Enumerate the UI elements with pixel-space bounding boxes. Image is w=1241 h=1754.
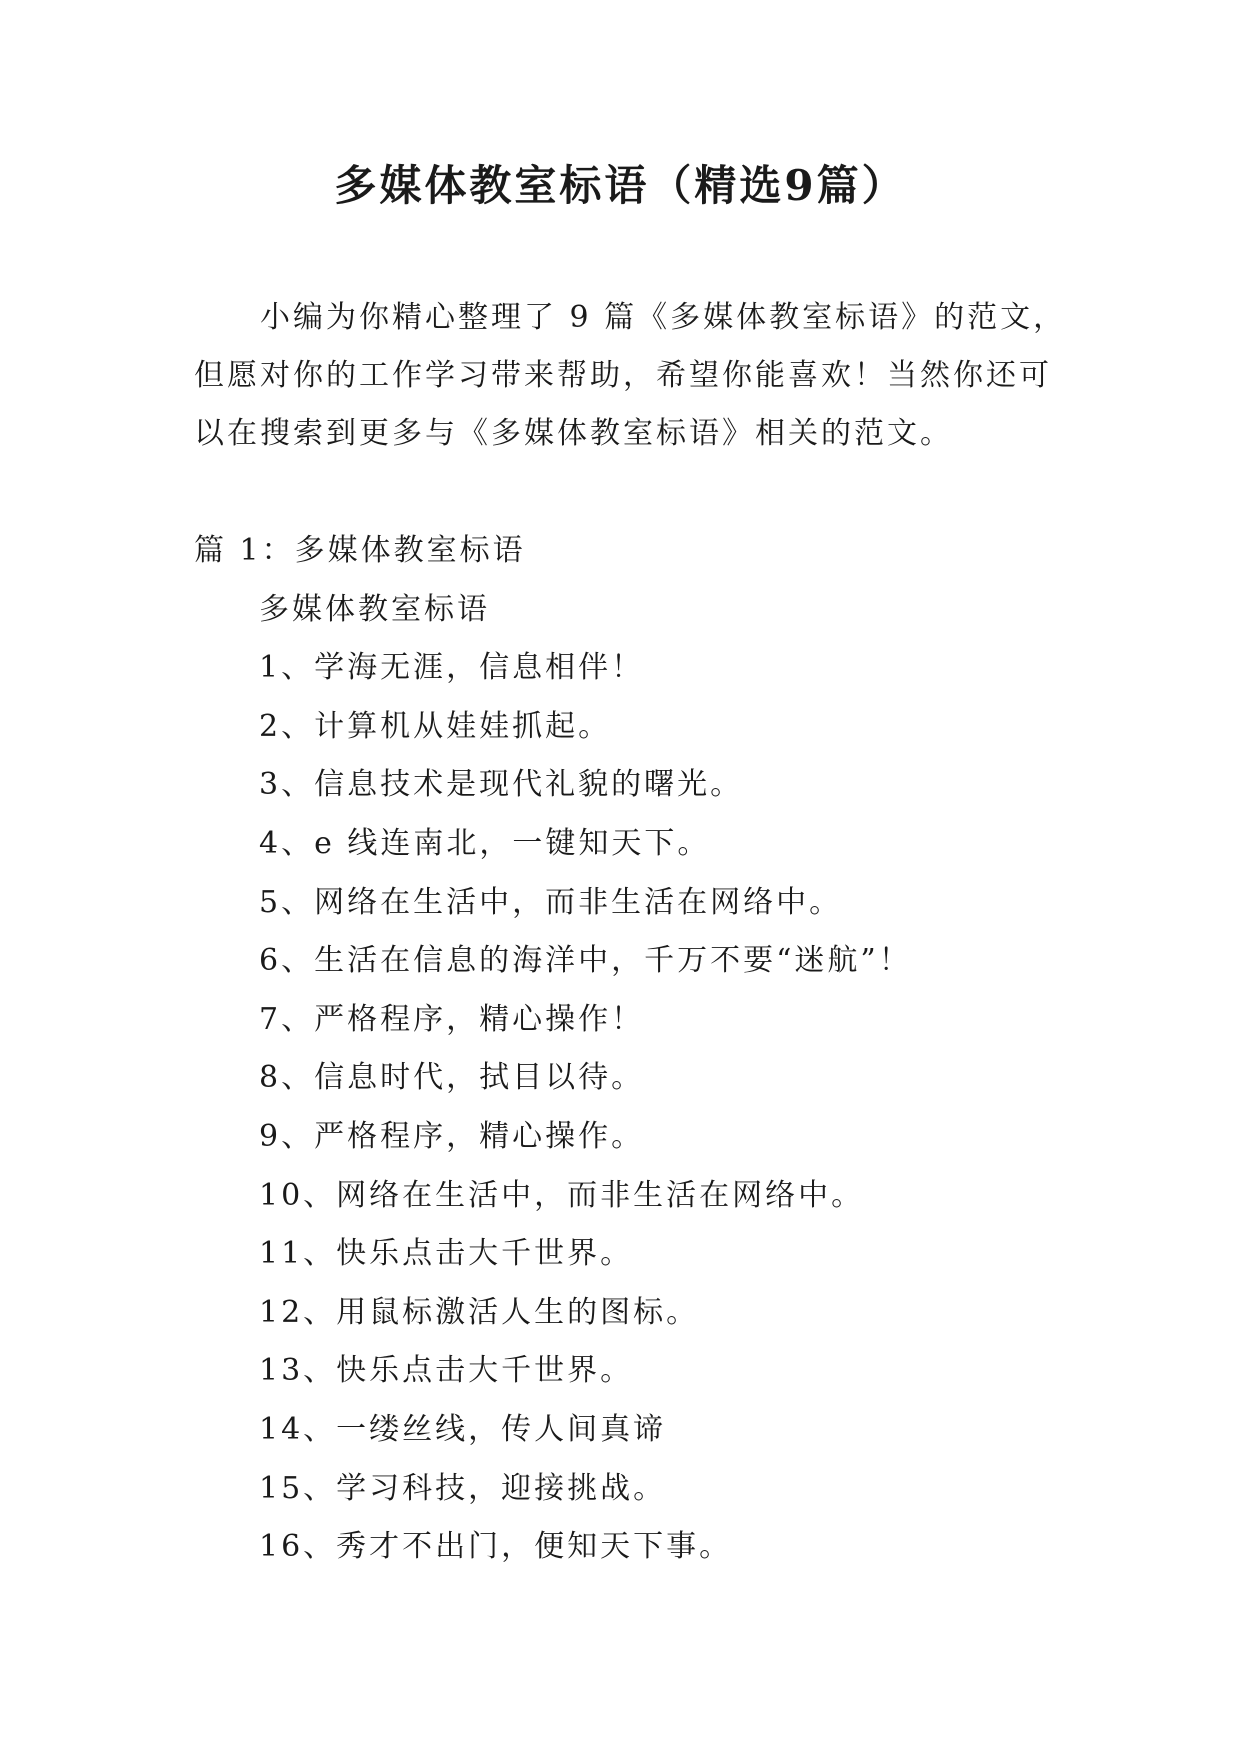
slogan-item: 4、e 线连南北，一键知天下。 [259, 825, 711, 861]
slogan-item: 8、信息时代，拭目以待。 [259, 1060, 645, 1096]
intro-paragraph [194, 289, 1094, 463]
intro-line: 小编为你精心整理了 9 篇《多媒体教室标语》的范文， [260, 300, 1067, 335]
slogan-item: 13、快乐点击大千世界。 [259, 1353, 634, 1389]
slogan-item: 10、网络在生活中，而非生活在网络中。 [259, 1177, 865, 1213]
section-subtitle: 多媒体教室标语 [259, 591, 490, 627]
intro-line: 以在搜索到更多与《多媒体教室标语》相关的范文。 [194, 416, 953, 451]
intro-line: 但愿对你的工作学习带来帮助，希望你能喜欢！当然你还可 [194, 358, 1052, 393]
slogan-item: 3、信息技术是现代礼貌的曙光。 [259, 767, 744, 803]
slogan-item: 9、严格程序，精心操作。 [259, 1118, 645, 1154]
slogan-item: 14、一缕丝线，传人间真谛 [259, 1411, 667, 1447]
slogan-item: 6、生活在信息的海洋中，千万不要“迷航”！ [259, 943, 912, 979]
document-title: 多媒体教室标语（精选9篇） [334, 161, 907, 210]
article-section [194, 522, 1154, 1577]
slogan-item: 16、秀才不出门，便知天下事。 [259, 1529, 733, 1565]
slogan-item: 12、用鼠标激活人生的图标。 [259, 1294, 700, 1330]
slogan-item: 5、网络在生活中，而非生活在网络中。 [259, 884, 843, 920]
slogan-item: 2、计算机从娃娃抓起。 [259, 708, 612, 744]
slogan-item: 1、学海无涯，信息相伴！ [259, 650, 645, 686]
slogan-item: 15、学习科技，迎接挑战。 [259, 1470, 667, 1506]
slogan-item: 11、快乐点击大千世界。 [259, 1236, 634, 1272]
slogan-item: 7、严格程序，精心操作！ [259, 1001, 645, 1037]
section-heading: 篇 1：多媒体教室标语 [194, 533, 526, 568]
